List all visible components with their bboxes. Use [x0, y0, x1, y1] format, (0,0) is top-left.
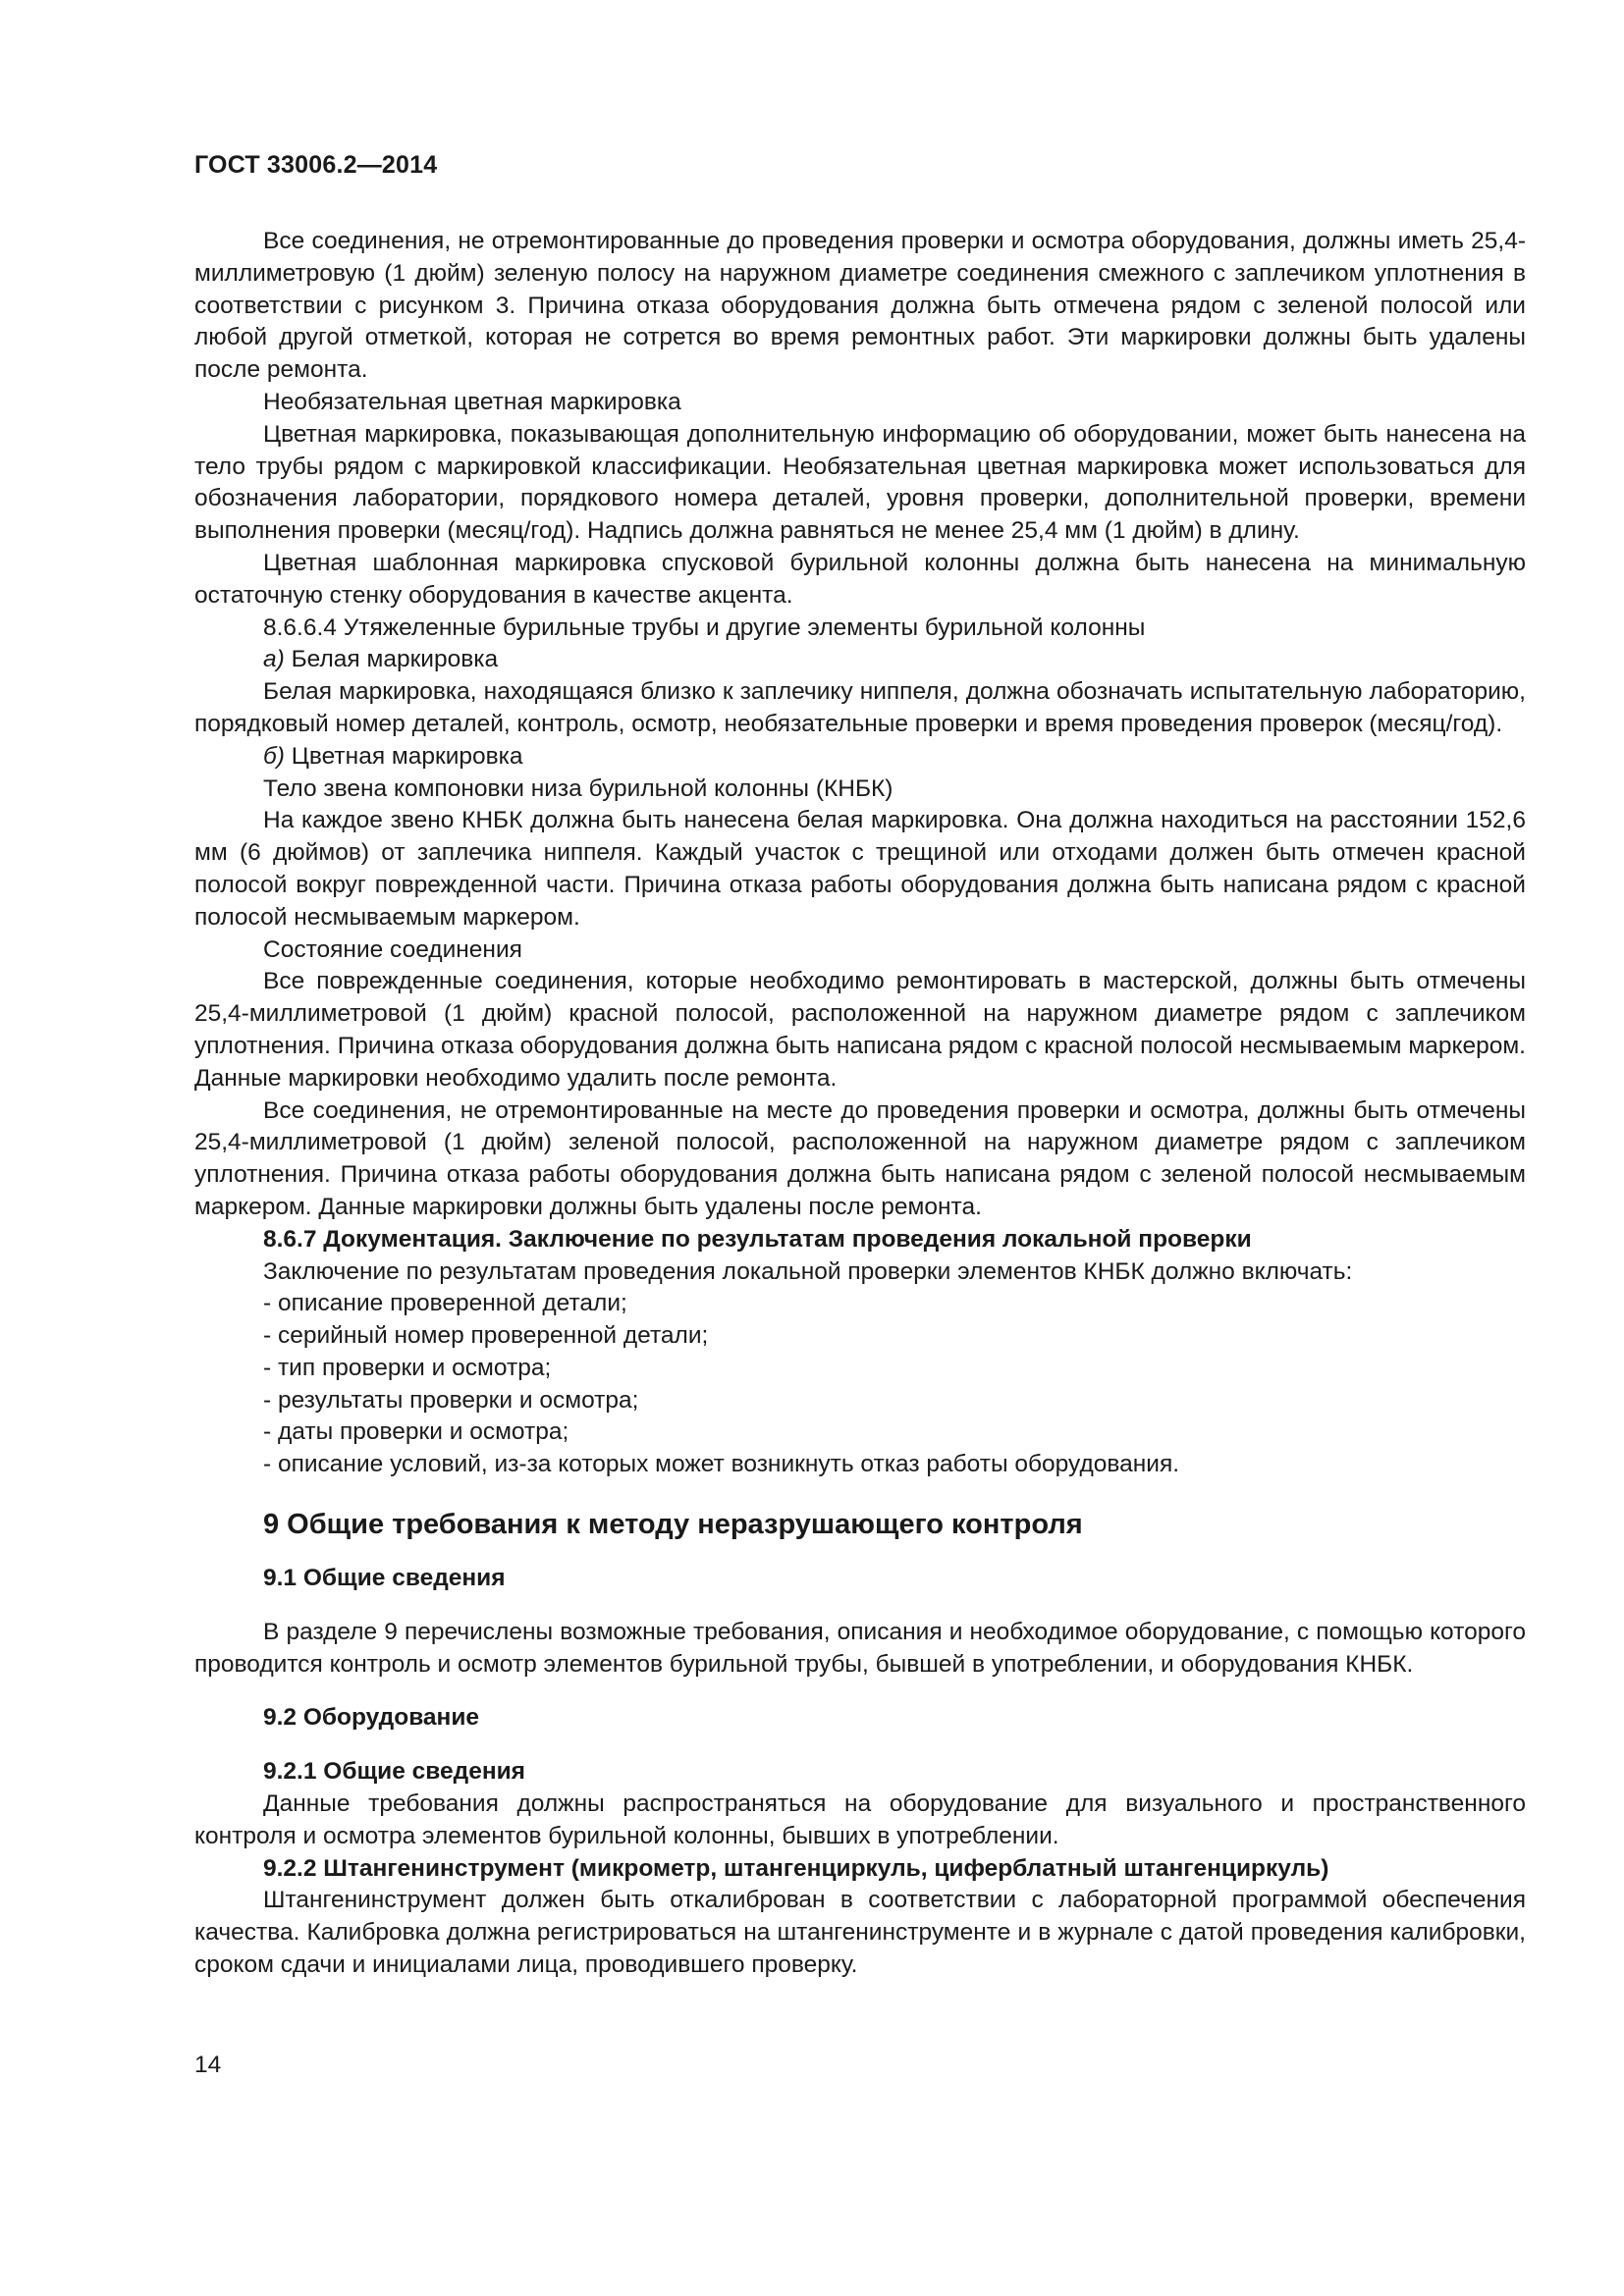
- item-b: [194, 741, 1526, 774]
- section-heading-9-1: 9.1 Общие сведения: [263, 1565, 506, 1592]
- item-a-text: Белая маркировка: [284, 646, 499, 673]
- paragraph: Все поврежденные соединения, которые необходимо ремонтировать в мастерской, должны быть отмечены 25,4-миллиметровой (1 дюйм) красной полосой, расположенной на наружном диаметре рядом с заплечиком уплотнения. Причина отказа оборудования должна быть написана рядом с красной полосой несмываемым маркером. Данные маркировки необходимо удалить после ремонта.: [194, 968, 1526, 1092]
- paragraph: В разделе 9 перечислены возможные требования, описания и необходимое оборудование, с помощью которого проводится контроль и осмотр элементов бурильной трубы, бывшей в употреблении, и оборудования КНБК.: [194, 1618, 1526, 1678]
- list-item: - результаты проверки и осмотра;: [263, 1386, 639, 1414]
- paragraph: Цветная маркировка, показывающая дополнительную информацию об оборудовании, может быть нанесена на тело трубы рядом с маркировкой классификации. Необязательная цветная маркировка может использоваться для обозначения лаборатории, порядкового номера деталей, уровня проверки, дополнительной проверки, времени выполнения проверки (месяц/год). Надпись должна равняться не менее 25,4 мм (1 дюйм) в длину.: [194, 420, 1526, 545]
- clause-9-2-2: 9.2.2 Штангенинструмент (микрометр, штангенциркуль, циферблатный штангенциркуль): [263, 1854, 1329, 1882]
- list-item: - серийный номер проверенной детали;: [263, 1322, 709, 1350]
- paragraph: Все соединения, не отремонтированные до проведения проверки и осмотра оборудования, должны иметь 25,4-миллиметровую (1 дюйм) зеленую полосу на наружном диаметре соединения смежного с заплечиком уплотнения в соответствии с рисунком 3. Причина отказа оборудования должна быть отмечена рядом с зеленой полосой или любой другой отметкой, которая не сотрется во время ремонтных работ. Эти маркировки должны быть удалены после ремонта.: [194, 228, 1526, 384]
- subheading-connection-state: Состояние соединения: [263, 935, 522, 963]
- list-item: - даты проверки и осмотра;: [263, 1418, 569, 1446]
- section-heading-9: 9 Общие требования к методу неразрушающего контроля: [263, 1509, 1083, 1541]
- subheading-optional-color-marking: Необязательная цветная маркировка: [263, 388, 681, 415]
- list-item: - тип проверки и осмотра;: [263, 1354, 552, 1381]
- paragraph: Белая маркировка, находящаяся близко к заплечику ниппеля, должна обозначать испытательную лабораторию, порядковый номер деталей, контроль, осмотр, необязательные проверки и время проведения проверок (месяц/год).: [194, 678, 1526, 737]
- page-number: 14: [194, 2052, 222, 2078]
- item-b-letter: б): [263, 742, 285, 770]
- paragraph: На каждое звено КНБК должна быть нанесена белая маркировка. Она должна находиться на расстоянии 152,6 мм (6 дюймов) от заплечика ниппеля. Каждый участок с трещиной или отходами должен быть отмечен красной полосой вокруг поврежденной части. Причина отказа работы оборудования должна быть написана рядом с красной полосой несмываемым маркером.: [194, 807, 1526, 931]
- document-header: ГОСТ 33006.2—2014: [194, 151, 438, 179]
- item-a: [194, 644, 1526, 676]
- paragraph: Штангенинструмент должен быть откалиброван в соответствии с лабораторной программой обеспечения качества. Калибровка должна регистрироваться на штангенинструменте и в журнале с датой проведения калибровки, сроком сдачи и инициалами лица, проводившего проверку.: [194, 1887, 1526, 1979]
- clause-8-6-6-4: 8.6.6.4 Утяжеленные бурильные трубы и другие элементы бурильной колонны: [263, 614, 1146, 641]
- list-item: - описание условий, из-за которых может возникнуть отказ работы оборудования.: [263, 1451, 1180, 1478]
- item-a-letter: а): [263, 646, 285, 673]
- paragraph: Данные требования должны распространяться на оборудование для визуального и пространственного контроля и осмотра элементов бурильной колонны, бывших в употреблении.: [194, 1790, 1526, 1849]
- paragraph: Цветная шаблонная маркировка спусковой бурильной колонны должна быть нанесена на минимальную остаточную стенку оборудования в качестве акцента.: [194, 549, 1526, 609]
- clause-8-6-7: 8.6.7 Документация. Заключение по результатам проведения локальной проверки: [263, 1225, 1252, 1253]
- paragraph: Все соединения, не отремонтированные на месте до проведения проверки и осмотра, должны быть отмечены 25,4-миллиметровой (1 дюйм) зеленой полосой, расположенной на наружном диаметре рядом с заплечиком уплотнения. Причина отказа работы оборудования должна быть написана рядом с зеленой полосой несмываемым маркером. Данные маркировки должны быть удалены после ремонта.: [194, 1096, 1526, 1220]
- paragraph: Заключение по результатам проведения локальной проверки элементов КНБК должно включать:: [263, 1257, 1353, 1285]
- list-item: - описание проверенной детали;: [263, 1290, 627, 1317]
- item-b-text: Цветная маркировка: [284, 742, 523, 770]
- section-heading-9-2: 9.2 Оборудование: [263, 1704, 480, 1732]
- document-body: [194, 226, 1526, 1982]
- subheading-knbk-body: Тело звена компоновки низа бурильной колонны (КНБК): [263, 774, 893, 802]
- section-heading-9-2-1: 9.2.1 Общие сведения: [263, 1758, 525, 1786]
